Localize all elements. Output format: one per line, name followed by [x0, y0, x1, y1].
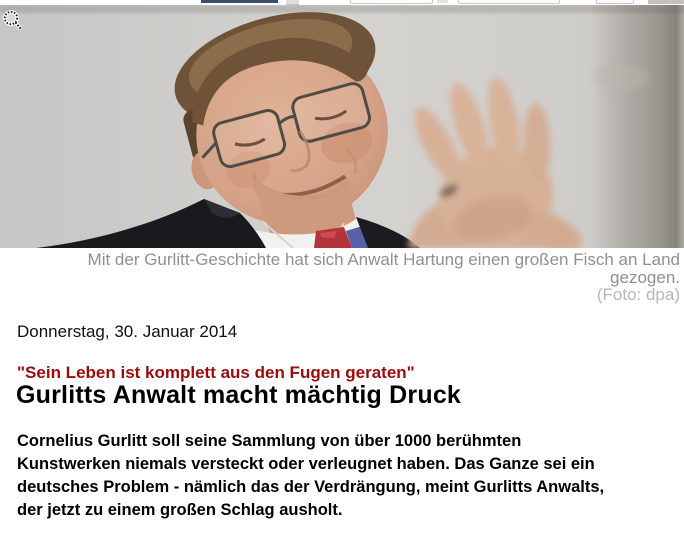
article-date: Donnerstag, 30. Januar 2014 [17, 322, 238, 341]
photo-caption [0, 251, 684, 304]
article-photo[interactable] [0, 5, 684, 248]
browser-chrome-edge [0, 0, 684, 5]
photo-credit: (Foto: dpa) [596, 285, 680, 304]
zoom-cursor-icon [2, 9, 24, 38]
chrome-segment-small[interactable] [437, 0, 448, 3]
photo-caption-text: Mit der Gurlitt-Geschichte hat sich Anwalt Hartung einen großen Fisch an Land gezogen. [87, 250, 680, 287]
chrome-segment-box[interactable] [596, 0, 634, 4]
chrome-segment-gray [648, 0, 684, 4]
article-headline: Gurlitts Anwalt macht mächtig Druck [16, 381, 462, 409]
chrome-segment-box[interactable] [458, 0, 560, 4]
chrome-segment-navy[interactable] [201, 0, 278, 3]
article-lead: Cornelius Gurlitt soll seine Sammlung von über 1000 berühmten Kunstwerken niemals versteckt oder verleugnet haben. Das Ganze sei ein deutsches Problem - nämlich das der Verdrängung, meint Gurlitts Anwalts, der jetzt zu einem großen Schlag ausholt. [17, 432, 605, 519]
chrome-segment-box[interactable] [350, 0, 433, 4]
chrome-segment-tab[interactable] [286, 0, 299, 5]
article-kicker: "Sein Leben ist komplett aus den Fugen geraten" [17, 363, 415, 382]
